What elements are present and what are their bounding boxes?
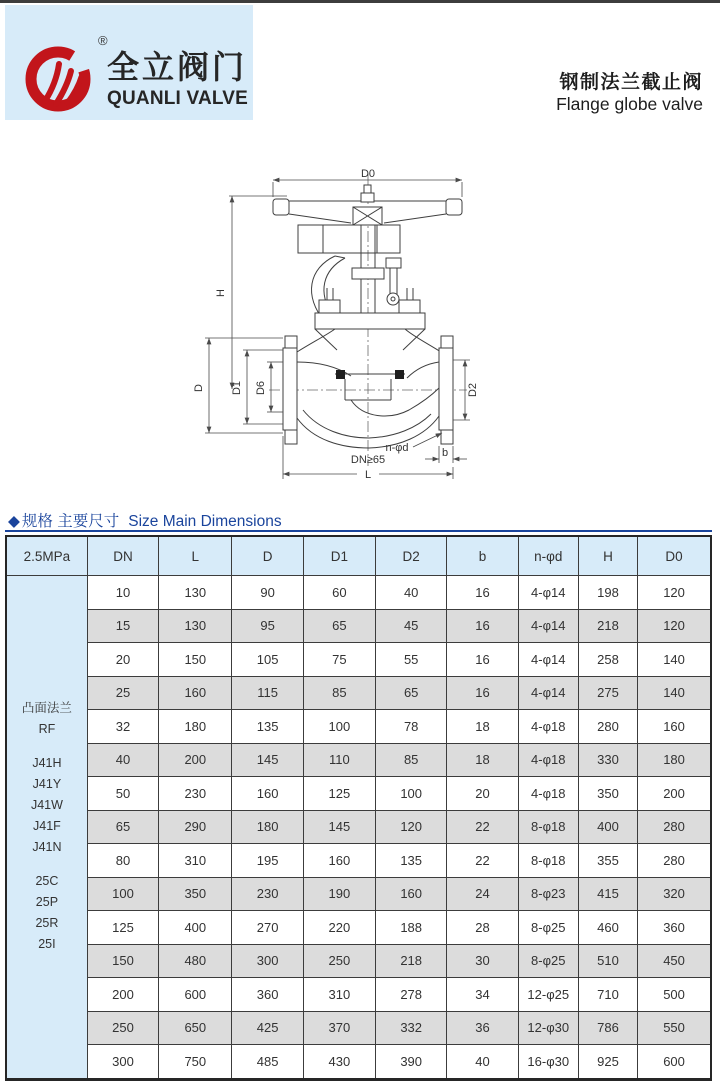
table-cell: 16-φ30 [518,1045,578,1080]
table-cell: 36 [447,1011,518,1045]
table-cell: 160 [303,844,375,878]
table-cell: 100 [303,710,375,744]
table-cell: 300 [87,1045,158,1080]
table-cell: 320 [638,877,711,911]
table-cell: 4-φ14 [518,576,578,610]
table-cell: 230 [159,777,232,811]
table-cell: 415 [578,877,637,911]
table-cell: 750 [159,1045,232,1080]
table-cell: 332 [376,1011,447,1045]
table-cell: 120 [376,810,447,844]
table-cell: 8-φ18 [518,844,578,878]
dim-label-d0: D0 [360,168,376,180]
table-cell: 65 [376,676,447,710]
table-cell: 20 [447,777,518,811]
table-row [6,676,711,710]
spec-line [7,858,87,871]
header-dn: DN [87,536,158,576]
table-cell: 65 [303,609,375,643]
table-cell: 120 [638,576,711,610]
table-cell: 188 [376,911,447,945]
page-title [556,72,703,115]
table-cell: 8-φ23 [518,877,578,911]
table-cell: 16 [447,576,518,610]
table-cell: 390 [376,1045,447,1080]
dim-label-d6: D6 [255,380,267,396]
table-cell: 160 [638,710,711,744]
header-d2: D2 [376,536,447,576]
table-cell: 125 [87,911,158,945]
table-cell: 290 [159,810,232,844]
dim-note-dn: DN≥65 [350,454,386,466]
table-cell: 100 [376,777,447,811]
table-cell: 34 [447,978,518,1012]
table-cell: 4-φ14 [518,643,578,677]
table-row [6,978,711,1012]
diamond-bullet-icon: ◆ [8,513,20,530]
table-cell: 24 [447,877,518,911]
dim-label-d2: D2 [467,382,479,398]
registered-trademark-icon: ® [98,33,108,48]
spec-line: 25R [35,916,59,931]
table-cell: 330 [578,743,637,777]
table-cell: 650 [159,1011,232,1045]
dim-label-d1: D1 [231,380,243,396]
header-b: b [447,536,518,576]
table-cell: 16 [447,643,518,677]
table-row [6,877,711,911]
table-cell: 4-φ14 [518,609,578,643]
table-cell: 95 [232,609,303,643]
table-cell: 510 [578,944,637,978]
table-cell: 4-φ18 [518,710,578,744]
table-row [6,643,711,677]
table-cell: 160 [159,676,232,710]
logo-brand-en: QUANLI VALVE [107,88,249,109]
table-cell: 4-φ14 [518,676,578,710]
table-cell: 310 [303,978,375,1012]
table-cell: 258 [578,643,637,677]
table-cell: 180 [159,710,232,744]
table-cell: 22 [447,844,518,878]
section-heading [8,509,282,531]
table-cell: 925 [578,1045,637,1080]
dim-label-h: H [215,289,227,297]
table-cell: 220 [303,911,375,945]
table-cell: 60 [303,576,375,610]
table-cell: 18 [447,743,518,777]
table-cell: 430 [303,1045,375,1080]
table-cell: 360 [638,911,711,945]
section-heading-en: Size Main Dimensions [128,513,282,530]
table-cell: 78 [376,710,447,744]
table-cell: 85 [303,676,375,710]
logo-panel [5,5,253,120]
table-cell: 160 [376,877,447,911]
table-cell: 460 [578,911,637,945]
table-cell: 15 [87,609,158,643]
table-row [6,911,711,945]
table-cell: 12-φ30 [518,1011,578,1045]
table-cell: 786 [578,1011,637,1045]
header-d: D [232,536,303,576]
table-cell: 195 [232,844,303,878]
table-row [6,1011,711,1045]
table-cell: 135 [232,710,303,744]
table-cell: 150 [87,944,158,978]
section-heading-cn: 规格 主要尺寸 [21,513,120,530]
table-cell: 4-φ18 [518,743,578,777]
product-title-cn: 钢制法兰截止阀 [559,72,703,93]
table-cell: 600 [638,1045,711,1080]
table-row [6,844,711,878]
spec-line: 25I [38,937,56,952]
table-cell: 10 [87,576,158,610]
table-cell: 20 [87,643,158,677]
table-cell: 425 [232,1011,303,1045]
table-cell: 350 [159,877,232,911]
dim-label-l: L [364,469,372,481]
dimensions-table [5,535,712,1081]
dim-label-b: b [441,447,449,459]
table-cell: 65 [87,810,158,844]
table-cell: 135 [376,844,447,878]
table-cell: 40 [87,743,158,777]
table-cell: 115 [232,676,303,710]
table-cell: 180 [638,743,711,777]
table-cell: 370 [303,1011,375,1045]
table-cell: 8-φ25 [518,944,578,978]
table-cell: 300 [232,944,303,978]
spec-line: J41W [30,798,63,813]
bonnet-flange [315,288,425,350]
table-cell: 120 [638,609,711,643]
spec-line: J41H [32,756,62,771]
table-row [6,777,711,811]
table-cell: 200 [87,978,158,1012]
table-cell: 485 [232,1045,303,1080]
header-n-phi-d: n-φd [518,536,578,576]
table-cell: 230 [232,877,303,911]
table-cell: 280 [578,710,637,744]
table-cell: 500 [638,978,711,1012]
table-cell: 275 [578,676,637,710]
spec-line: J41Y [32,777,62,792]
table-cell: 12-φ25 [518,978,578,1012]
table-cell: 18 [447,710,518,744]
table-row [6,743,711,777]
table-cell: 125 [303,777,375,811]
table-cell: 25 [87,676,158,710]
table-cell: 80 [87,844,158,878]
table-cell: 480 [159,944,232,978]
header-l: L [159,536,232,576]
table-cell: 45 [376,609,447,643]
table-cell: 200 [159,743,232,777]
header-h: H [578,536,637,576]
table-cell: 100 [87,877,158,911]
table-cell: 28 [447,911,518,945]
dim-label-n-phi-d: n-φd [385,442,409,454]
quanli-logo-icon [21,43,95,115]
table-cell: 40 [376,576,447,610]
table-cell: 400 [159,911,232,945]
table-cell: 280 [638,844,711,878]
table-cell: 450 [638,944,711,978]
table-cell: 55 [376,643,447,677]
table-cell: 270 [232,911,303,945]
table-cell: 40 [447,1045,518,1080]
table-cell: 550 [638,1011,711,1045]
spec-column-cell [6,576,87,1080]
spec-line: J41F [33,819,61,834]
table-cell: 150 [159,643,232,677]
table-cell: 355 [578,844,637,878]
table-cell: 16 [447,676,518,710]
table-cell: 400 [578,810,637,844]
table-row [6,944,711,978]
table-cell: 280 [638,810,711,844]
table-cell: 600 [159,978,232,1012]
table-cell: 130 [159,576,232,610]
table-row [6,810,711,844]
table-cell: 85 [376,743,447,777]
table-row [6,609,711,643]
table-cell: 350 [578,777,637,811]
table-cell: 22 [447,810,518,844]
handwheel [273,185,462,225]
spec-line: J41N [32,840,62,855]
table-cell: 190 [303,877,375,911]
table-header-row [6,536,711,576]
header-d0: D0 [638,536,711,576]
table-cell: 310 [159,844,232,878]
table-cell: 218 [376,944,447,978]
table-cell: 50 [87,777,158,811]
table-cell: 198 [578,576,637,610]
table-cell: 360 [232,978,303,1012]
spec-line: 凸面法兰 [21,701,72,716]
table-cell: 140 [638,643,711,677]
table-cell: 145 [303,810,375,844]
table-cell: 105 [232,643,303,677]
table-cell: 16 [447,609,518,643]
table-cell: 30 [447,944,518,978]
table-cell: 75 [303,643,375,677]
header-d1: D1 [303,536,375,576]
table-cell: 140 [638,676,711,710]
dim-label-d: D [193,384,205,392]
table-cell: 32 [87,710,158,744]
table-cell: 8-φ25 [518,911,578,945]
table-row [6,1045,711,1080]
table-cell: 145 [232,743,303,777]
spec-line [7,740,87,753]
spec-line: 25C [35,874,59,889]
table-cell: 200 [638,777,711,811]
table-cell: 218 [578,609,637,643]
spec-line: 25P [35,895,59,910]
spec-line: RF [38,722,56,737]
logo-brand-cn: 全立阀门 [107,49,248,85]
table-cell: 278 [376,978,447,1012]
table-cell: 180 [232,810,303,844]
table-cell: 710 [578,978,637,1012]
table-cell: 4-φ18 [518,777,578,811]
table-row [6,710,711,744]
table-cell: 250 [87,1011,158,1045]
top-accent-bar [0,0,720,3]
table-cell: 130 [159,609,232,643]
section-underline [5,530,712,532]
table-cell: 160 [232,777,303,811]
table-cell: 8-φ18 [518,810,578,844]
header-pressure: 2.5MPa [6,536,87,576]
table-cell: 110 [303,743,375,777]
stem-and-yoke [298,225,401,322]
valve-drawing [185,168,535,503]
table-cell: 90 [232,576,303,610]
table-cell: 250 [303,944,375,978]
dimensions-table-body [6,576,711,1080]
table-row [6,576,711,610]
product-title-en: Flange globe valve [556,94,703,114]
